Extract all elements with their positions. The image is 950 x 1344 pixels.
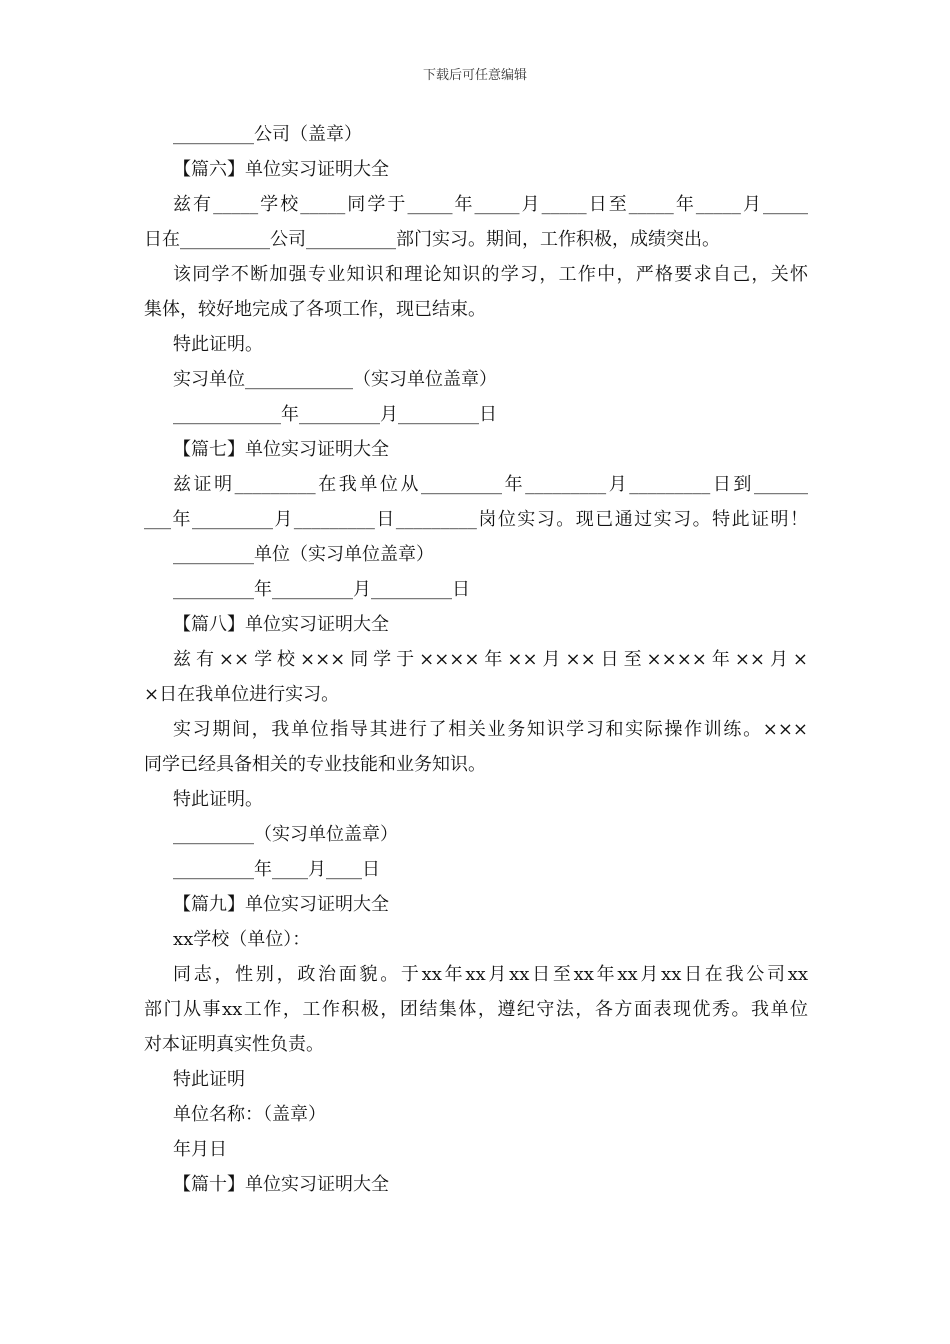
text-line: 兹有_____学校_____同学于_____年_____月_____日至_____年_____月_____ bbox=[173, 194, 808, 215]
text-line: 实习期间，我单位指导其进行了相关业务知识学习和实际操作训练。××× bbox=[173, 719, 808, 740]
text-line: xx学校（单位）： bbox=[173, 929, 311, 950]
text-line: _________年_________月_________日 bbox=[173, 579, 470, 600]
text-line: 【篇八】单位实习证明大全 bbox=[173, 614, 389, 635]
text-line: 单位名称：（盖章） bbox=[173, 1104, 326, 1125]
text-line: _________（实习单位盖章） bbox=[173, 824, 398, 845]
text-line: ____________年_________月_________日 bbox=[173, 404, 497, 425]
text-line: 特此证明。 bbox=[173, 334, 263, 355]
text-line: 兹证明_________在我单位从_________年_________月_________日到______ bbox=[173, 474, 808, 495]
text-line: 兹有××学校×××同学于××××年××月××日至××××年××月× bbox=[173, 649, 808, 670]
text-line: 【篇七】单位实习证明大全 bbox=[173, 439, 389, 460]
text-line: 【篇九】单位实习证明大全 bbox=[173, 894, 389, 915]
text-line: 特此证明。 bbox=[173, 789, 263, 810]
text-line: 同志，性别，政治面貌。于xx年xx月xx日至xx年xx月xx日在我公司xx bbox=[173, 964, 808, 985]
text-line: 日在__________公司__________部门实习。期间，工作积极，成绩突出。 bbox=[144, 229, 720, 250]
text-line: ×日在我单位进行实习。 bbox=[144, 684, 340, 705]
document-body bbox=[144, 117, 808, 1202]
text-line: 同学已经具备相关的专业技能和业务知识。 bbox=[144, 754, 486, 775]
text-line: 【篇六】单位实习证明大全 bbox=[173, 159, 389, 180]
text-line: 部门从事xx工作，工作积极，团结集体，遵纪守法，各方面表现优秀。我单位 bbox=[144, 999, 808, 1020]
text-line: 【篇十】单位实习证明大全 bbox=[173, 1174, 389, 1195]
text-line: 特此证明 bbox=[173, 1069, 245, 1090]
text-line: 对本证明真实性负责。 bbox=[144, 1034, 324, 1055]
text-line: 集体，较好地完成了各项工作，现已结束。 bbox=[144, 299, 486, 320]
text-line: 实习单位____________（实习单位盖章） bbox=[173, 369, 497, 390]
text-line: ___年_________月_________日_________岗位实习。现已通过实习。特此证明！ bbox=[144, 509, 808, 530]
text-line: _________单位（实习单位盖章） bbox=[173, 544, 434, 565]
page-header: 下载后可任意编辑 bbox=[422, 68, 527, 83]
text-line: 该同学不断加强专业知识和理论知识的学习，工作中，严格要求自己，关怀 bbox=[173, 264, 808, 285]
text-line: _________年____月____日 bbox=[173, 859, 380, 880]
text-line: 年月日 bbox=[173, 1139, 227, 1160]
text-line: _________公司（盖章） bbox=[173, 124, 362, 145]
